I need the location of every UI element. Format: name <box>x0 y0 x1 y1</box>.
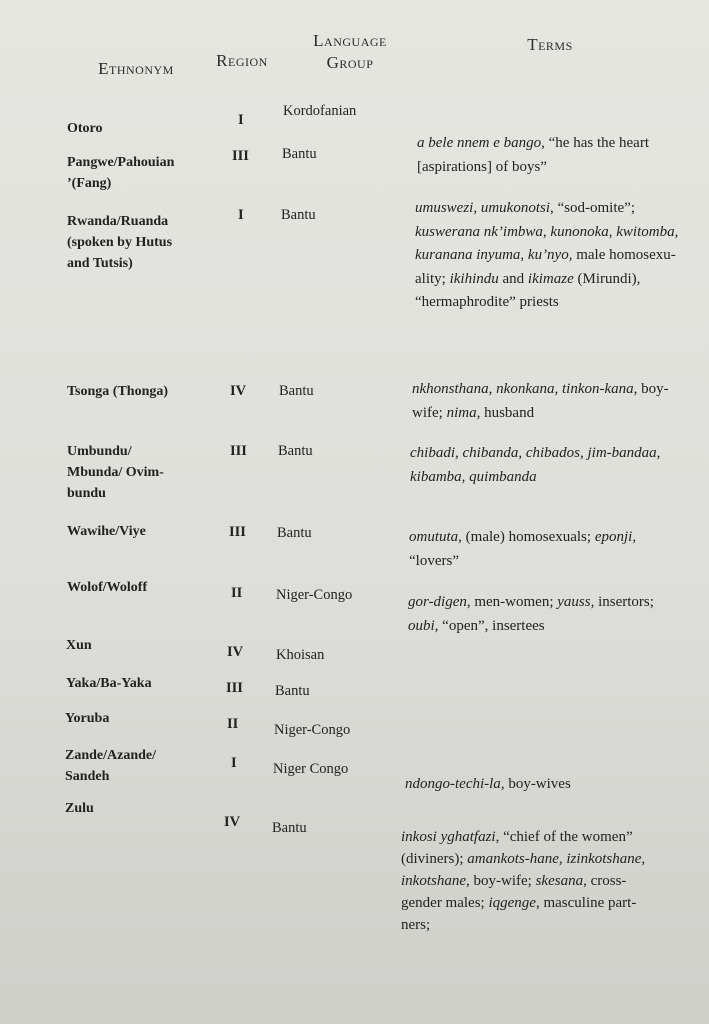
region-cell: I <box>238 112 244 128</box>
group-cell: Niger-Congo <box>274 722 351 738</box>
region-cell: III <box>226 680 243 696</box>
terms-cell: umuswezi, umukonotsi, “sod-omite”; kuswerana nk’imbwa, kunonoka, kwitomba, kuranana inyuma, ku’nyo, male homosexu-ality; ikihindu and ikimaze (Mirundi), “hermaphrodite” priests <box>415 200 679 310</box>
region-cell: I <box>231 755 237 771</box>
ethnonym-cell <box>67 211 172 274</box>
region-cell: I <box>238 207 244 223</box>
region-cell: II <box>227 716 239 732</box>
ethnonym-line: ’(Fang) <box>67 176 112 191</box>
ethnonym-line: Sandeh <box>65 769 110 784</box>
group-cell: Niger-Congo <box>276 587 353 603</box>
ethnonym-cell: Zulu <box>65 801 94 816</box>
ethnonym-cell: Yaka/Ba-Yaka <box>66 676 152 691</box>
terms-cell: inkosi yghatfazi, “chief of the women” (diviners); amankots-hane, izinkotshane, inkotshane, boy-wife; skesana, cross-gender males; iqgenge, masculine part-ners; <box>401 829 646 933</box>
group-cell: Bantu <box>278 443 313 459</box>
header-language-group <box>294 30 406 74</box>
ethnonym-line: Rwanda/Ruanda <box>67 214 169 229</box>
ethnonym-line: Mbunda/ Ovim- <box>67 465 164 480</box>
group-cell: Bantu <box>282 146 317 162</box>
ethnonym-line: Zande/Azande/ <box>65 748 157 763</box>
terms-cell: omututa, (male) homosexuals; eponji, “lovers” <box>409 529 637 569</box>
group-cell: Khoisan <box>276 647 325 663</box>
ethnonym-cell: Xun <box>66 638 92 653</box>
region-cell: IV <box>230 383 247 399</box>
ethnonym-cell: Wolof/Woloff <box>67 580 148 595</box>
ethnonym-cell: Otoro <box>67 121 103 136</box>
header-region: Region <box>216 51 268 70</box>
ethnonym-cell <box>65 745 156 787</box>
group-cell: Bantu <box>279 383 314 399</box>
ethnonym-cell: Wawihe/Viye <box>67 524 146 539</box>
group-cell: Kordofanian <box>283 103 357 119</box>
terms-cell: ndongo-techi-la, boy-wives <box>405 776 571 792</box>
terms-cell: chibadi, chibanda, chibados, jim-bandaa, kibamba, quimbanda <box>410 445 661 485</box>
header-ethnonym: Ethnonym <box>98 59 174 78</box>
group-cell: Bantu <box>275 683 310 699</box>
region-cell: IV <box>224 814 241 830</box>
group-cell: Bantu <box>272 820 307 836</box>
ethnonym-line: Pangwe/Pahouian <box>67 155 175 170</box>
region-cell: IV <box>227 644 244 660</box>
ethnonym-line: (spoken by Hutus <box>67 235 173 250</box>
region-cell: III <box>230 443 247 459</box>
region-cell: II <box>231 585 243 601</box>
terms-cell: gor-digen, men-women; yauss, insertors; oubi, “open”, insertees <box>408 594 654 634</box>
header-terms: Terms <box>527 35 573 54</box>
group-cell: Bantu <box>281 207 316 223</box>
region-cell: III <box>229 524 246 540</box>
header-group: Group <box>326 53 374 72</box>
ethnonym-cell <box>67 152 174 194</box>
header-language: Language <box>313 31 387 50</box>
ethnonym-cell: Yoruba <box>65 711 110 726</box>
group-cell: Bantu <box>277 525 312 541</box>
ethnonym-line: Umbundu/ <box>67 444 132 459</box>
ethnonym-line: and Tutsis) <box>67 256 133 271</box>
terms-cell: nkhonsthana, nkonkana, tinkon-kana, boy-wife; nima, husband <box>412 381 669 421</box>
group-cell: Niger Congo <box>273 761 349 777</box>
ethnonym-line: bundu <box>67 486 106 501</box>
ethnonym-cell: Tsonga (Thonga) <box>67 384 169 399</box>
ethnonym-cell <box>67 441 164 504</box>
terms-cell: a bele nnem e bango, “he has the heart [aspirations] of boys” <box>417 135 650 175</box>
region-cell: III <box>232 148 249 164</box>
